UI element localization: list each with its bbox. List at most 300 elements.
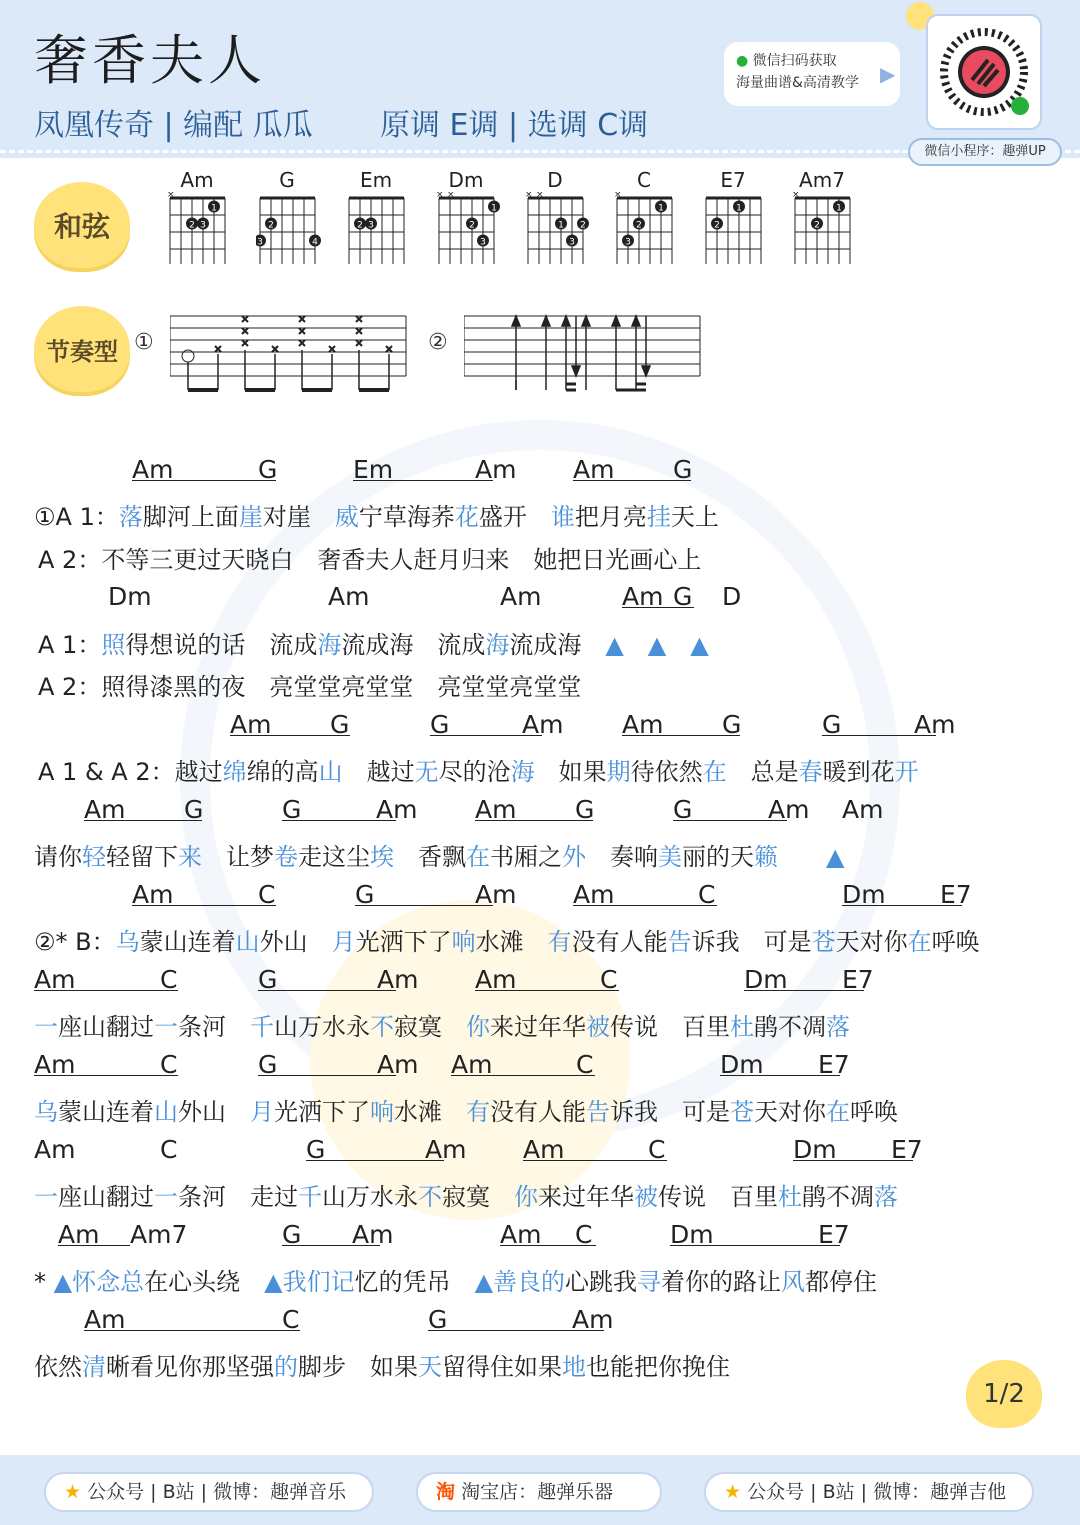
svg-text:2: 2 <box>189 220 195 231</box>
chord-label-text: G <box>430 710 542 736</box>
lyric-segment: 没有人能 <box>571 928 668 956</box>
chord-label <box>377 965 418 994</box>
qr-miniprogram-label: 微信小程序：趣弹UP <box>908 138 1062 166</box>
chord-label-text: C <box>575 1220 593 1249</box>
lyric-segment: 在 <box>826 1098 850 1126</box>
chord-label <box>818 1220 850 1249</box>
lyric-segment: 千 <box>298 1183 322 1211</box>
chord-name: Dm <box>448 168 484 192</box>
lyric-segment: 绵 <box>222 758 247 786</box>
lyric-segment: 的 <box>274 1353 298 1381</box>
lyric-segment: 奏响 <box>610 843 658 871</box>
lyric-segment: 被 <box>586 1013 610 1041</box>
lyric-segment: 光洒下了 <box>355 928 452 956</box>
chord-label-text: Am <box>376 795 418 824</box>
chord-label <box>58 1220 130 1249</box>
lyric-segment: 对崖 <box>262 503 311 531</box>
chord-label <box>132 880 276 909</box>
lyric-segment: 蒙山连着 <box>139 928 236 956</box>
chord-label-text: Am7 <box>130 1220 188 1249</box>
lyric-line <box>38 625 709 660</box>
chord-label-text: E7 <box>818 1050 850 1079</box>
chord-label-text: Am <box>84 795 202 821</box>
wechat-icon: ● <box>736 53 749 69</box>
lyric-segment: 如果 <box>370 1353 418 1381</box>
chord-name: D <box>547 168 563 192</box>
chord-label-text: G <box>722 710 742 739</box>
chord-label <box>34 1050 178 1079</box>
lyric-segment: 无 <box>414 758 439 786</box>
rhythm-pattern-2 <box>464 310 704 398</box>
chord-diagram-d <box>524 168 600 264</box>
lyric-segment: 水滩 <box>394 1098 442 1126</box>
lyric-segment: 一 <box>34 1013 58 1041</box>
lyric-segment: 你 <box>514 1183 538 1211</box>
chord-label-text: Am <box>500 582 542 611</box>
chord-label-text: G <box>428 1305 604 1331</box>
svg-text:2: 2 <box>268 220 274 231</box>
chord-label <box>353 455 493 484</box>
lyric-segment: 把月亮 <box>574 503 647 531</box>
chord-label-text: Am <box>34 1050 178 1076</box>
svg-text:1: 1 <box>211 203 217 214</box>
chord-label-text: C <box>576 1050 594 1079</box>
chord-label-text: Am <box>914 710 956 739</box>
lyric-segment: 光洒下了 <box>274 1098 370 1126</box>
lyric-segment: 暖到花 <box>822 758 895 786</box>
chord-label <box>451 1050 595 1079</box>
qr-code[interactable] <box>926 14 1042 130</box>
chord-label-text: Am <box>425 1135 467 1164</box>
lyric-segment: 心跳我 <box>565 1268 638 1296</box>
fretboard-grid <box>791 192 857 264</box>
lyric-segment: 期 <box>606 758 631 786</box>
chord-name: C <box>637 168 651 192</box>
lyric-prefix: ①A 1： <box>34 503 119 531</box>
lyric-line <box>34 1347 730 1382</box>
lyric-segment: 海 <box>485 631 510 659</box>
chord-diagram-g <box>256 168 332 264</box>
rhythm-badge <box>34 306 130 392</box>
lyric-segment: 一 <box>34 1183 58 1211</box>
chord-label <box>306 1135 444 1164</box>
lyric-segment: 百里 <box>682 1013 730 1041</box>
lyric-segment: 脚河上面 <box>142 503 239 531</box>
lyric-segment: 山万水永 <box>274 1013 370 1041</box>
chord-label <box>722 582 741 611</box>
lyric-segment: 落 <box>826 1013 850 1041</box>
fretboard-grid <box>524 192 590 264</box>
chord-label-text: Dm <box>108 582 152 611</box>
lyric-segment: 轻 <box>82 843 106 871</box>
lyric-segment: 山万水永 <box>322 1183 418 1211</box>
chord-label <box>330 710 349 739</box>
lyric-line <box>34 1262 877 1297</box>
chord-label-text: Am <box>622 582 694 608</box>
chord-label <box>768 795 809 824</box>
chord-label <box>184 795 203 824</box>
chord-label <box>575 1220 592 1249</box>
chord-label-text: Dm <box>720 1050 840 1076</box>
footer-link-taobao-label: 淘宝店：趣弹乐器 <box>461 1481 614 1503</box>
lyric-line <box>34 1092 898 1127</box>
chord-label-text: G <box>673 455 693 484</box>
lyric-segment: 待依然 <box>630 758 703 786</box>
lyric-segment: 你 <box>466 1013 490 1041</box>
lyric-segment: 一 <box>154 1013 178 1041</box>
lyric-line <box>34 1177 898 1212</box>
lyric-segment: 花 <box>454 503 479 531</box>
chord-label-text: Am <box>58 1220 130 1246</box>
lyric-segment: 轻留下 <box>106 843 178 871</box>
chord-label <box>108 582 152 611</box>
svg-text:2: 2 <box>636 220 642 231</box>
lyric-segment: 威 <box>334 503 359 531</box>
lyric-segment: 落 <box>874 1183 898 1211</box>
svg-text:3: 3 <box>368 220 374 231</box>
fretboard-grid <box>613 192 679 264</box>
chord-label-text: C <box>160 1135 178 1164</box>
footer-link-guitar[interactable] <box>704 1472 1034 1512</box>
chord-label <box>258 965 396 994</box>
fretboard-grid <box>256 192 322 264</box>
chord-label-text: E7 <box>940 880 972 909</box>
lyric-segment: 脚步 <box>298 1353 346 1381</box>
chord-label <box>673 582 692 611</box>
lyric-segment: 一 <box>154 1183 178 1211</box>
svg-text:3: 3 <box>200 220 206 231</box>
chord-label <box>425 1135 466 1164</box>
lyric-segment: 水滩 <box>475 928 524 956</box>
chord-diagram-am <box>166 168 242 264</box>
lyric-prefix: A 1 & A 2： <box>38 758 175 786</box>
svg-text:1: 1 <box>558 220 564 231</box>
lyric-line <box>34 837 844 872</box>
svg-text:2: 2 <box>357 220 363 231</box>
chord-label-text: E7 <box>891 1135 923 1164</box>
svg-text:1: 1 <box>658 203 664 214</box>
chord-diagram-am7 <box>791 168 867 264</box>
chord-label-text: G <box>306 1135 444 1161</box>
chord-label-text: Am <box>377 1050 419 1079</box>
chord-label-text: Am <box>230 710 350 736</box>
lyric-segment: 乌 <box>115 928 140 956</box>
lyric-segment: 挂 <box>646 503 671 531</box>
lyric-segment: 告 <box>667 928 692 956</box>
rhythm-2-label: ② <box>428 330 448 355</box>
star-icon: ★ <box>724 1481 742 1503</box>
chords-badge-label: 和弦 <box>53 210 110 243</box>
lyric-segment: 晰看见你那坚强 <box>106 1353 274 1381</box>
lyric-segment: 绵的高 <box>246 758 319 786</box>
lyric-segment: 千 <box>250 1013 274 1041</box>
lyric-segment: 照 <box>101 631 126 659</box>
lyric-segment: 在 <box>466 843 490 871</box>
lyric-segment: 诉我 <box>691 928 740 956</box>
lyric-line <box>38 752 919 787</box>
lyric-segment: 在 <box>907 928 932 956</box>
chord-label-text: G <box>673 795 787 821</box>
svg-text:×: × <box>525 192 533 200</box>
chord-label-text: E7 <box>842 965 874 994</box>
rhythm-badge-label: 节奏型 <box>46 337 118 366</box>
chord-label <box>132 455 276 484</box>
lyric-segment: 的 <box>541 1268 566 1296</box>
lyric-segment: 得想说的话 <box>125 631 246 659</box>
lyric-segment: 苍 <box>730 1098 754 1126</box>
lyric-segment: 山 <box>318 758 343 786</box>
chord-label-text: Am <box>34 1135 76 1164</box>
chord-label-text: Am <box>475 880 517 909</box>
chord-label <box>722 710 741 739</box>
lyric-segment: 越过 <box>366 758 415 786</box>
lyric-segment: 杜 <box>778 1183 802 1211</box>
chord-label <box>282 1305 299 1334</box>
chord-label <box>575 795 594 824</box>
chord-label <box>355 880 493 909</box>
lyric-segment: 来 <box>178 843 202 871</box>
chord-label-text: G <box>282 795 396 821</box>
song-key-info: 原调 E调 | 选调 C调 <box>380 108 649 143</box>
lyric-segment: 在心头绕 <box>144 1268 241 1296</box>
svg-text:2: 2 <box>580 220 586 231</box>
lyric-segment: 走这尘 <box>298 843 370 871</box>
chord-label-text: G <box>258 1050 396 1076</box>
chord-label-text: G <box>355 880 493 906</box>
chord-label <box>352 1220 393 1249</box>
lyric-segment: 外 <box>562 843 586 871</box>
lyric-segment: 也能把你挽住 <box>586 1353 730 1381</box>
chord-label <box>648 1135 665 1164</box>
lyric-line <box>34 1007 850 1042</box>
footer-link-music[interactable] <box>44 1472 374 1512</box>
chord-label <box>891 1135 923 1164</box>
lyric-segment: 条河 <box>178 1183 226 1211</box>
chord-label <box>34 965 178 994</box>
lyric-segment: 蒙山连着 <box>58 1098 154 1126</box>
lyric-segment: ▲善良 <box>474 1268 542 1296</box>
lyric-segment: 如果 <box>558 758 607 786</box>
lyric-segment: 总 <box>120 1268 145 1296</box>
chord-name: Am7 <box>799 168 845 192</box>
lyric-segment: 宁草海荞 <box>358 503 455 531</box>
lyric-segment: 来过年华 <box>538 1183 634 1211</box>
chord-label-text: Am <box>451 1050 595 1076</box>
chord-label <box>818 1050 850 1079</box>
chord-label <box>475 965 619 994</box>
chord-label-text: Am <box>572 1305 614 1334</box>
svg-text:2: 2 <box>469 220 475 231</box>
lyric-prefix: A 1： <box>38 631 102 659</box>
lyric-segment: 寂寞 <box>394 1013 442 1041</box>
chord-label-text: C <box>648 1135 666 1164</box>
lyric-segment: 清 <box>82 1353 106 1381</box>
chord-label <box>600 965 617 994</box>
lyric-segment: 丽的天 <box>682 843 754 871</box>
lyric-segment: 可是 <box>682 1098 730 1126</box>
chord-label-text: Am <box>132 880 276 906</box>
chord-label-text: C <box>600 965 618 994</box>
lyric-segment: 有 <box>547 928 572 956</box>
chord-label <box>500 582 541 611</box>
chord-label-text: Am <box>475 965 619 991</box>
lyric-segment: 盛开 <box>478 503 527 531</box>
rhythm-pattern-1 <box>170 310 410 398</box>
chord-label-text: Dm <box>793 1135 913 1161</box>
lyric-segment: 天对你 <box>754 1098 826 1126</box>
lyric-segment: 条河 <box>178 1013 226 1041</box>
lyric-segment: 诉我 <box>610 1098 658 1126</box>
lyric-segment: 呼唤 <box>850 1098 898 1126</box>
lyric-segment: 美 <box>658 843 682 871</box>
chord-label-text: C <box>258 880 276 909</box>
lyric-segment: 鹃不凋 <box>802 1183 874 1211</box>
svg-text:×: × <box>167 192 175 200</box>
chord-label <box>258 1050 396 1079</box>
chord-label-text: E7 <box>818 1220 850 1249</box>
lyric-segment: ▲怀念 <box>53 1268 121 1296</box>
chord-label-text: Am <box>522 710 564 739</box>
chord-label-text: Am <box>500 1220 596 1246</box>
chord-label <box>673 455 692 484</box>
lyric-segment: 香飘 <box>418 843 466 871</box>
lyric-segment: 卷 <box>274 843 298 871</box>
chord-label <box>914 710 955 739</box>
chord-label-text: Em <box>353 455 493 481</box>
chord-label <box>258 455 277 484</box>
chord-label-text: C <box>160 1050 178 1079</box>
footer-link-taobao[interactable] <box>416 1472 662 1512</box>
lyric-line <box>34 922 980 957</box>
chord-label-text: Dm <box>744 965 864 991</box>
lyric-segment: 海 <box>510 758 535 786</box>
lyric-segment: 天对你 <box>835 928 908 956</box>
lyric-prefix: ②* B： <box>34 928 116 956</box>
lyric-segment: 山 <box>235 928 260 956</box>
svg-text:3: 3 <box>569 237 575 248</box>
lyric-segment: 地 <box>562 1353 586 1381</box>
page-indicator: 1/2 <box>966 1360 1042 1428</box>
lyric-segment: 月 <box>331 928 356 956</box>
chord-label <box>84 1305 300 1334</box>
star-icon: ★ <box>64 1481 82 1503</box>
chord-label-text: Am <box>352 1220 394 1249</box>
chord-label <box>328 582 369 611</box>
lyric-segment: 流成 <box>269 631 318 659</box>
lyric-segment: 山 <box>154 1098 178 1126</box>
svg-text:4: 4 <box>312 237 318 248</box>
svg-text:3: 3 <box>257 237 263 248</box>
chord-label-text: Am <box>377 965 419 994</box>
lyric-segment: 开 <box>894 758 919 786</box>
svg-text:×: × <box>614 192 622 200</box>
chord-name: G <box>279 168 295 192</box>
song-artist-arranger: 凤凰传奇 | 编配 瓜瓜 <box>34 108 313 143</box>
lyric-segment: 流成海 <box>341 631 414 659</box>
lyric-segment: 可是 <box>763 928 812 956</box>
svg-text:×: × <box>436 192 444 200</box>
lyric-segment: 忆的凭吊 <box>354 1268 451 1296</box>
chord-label <box>130 1220 187 1249</box>
lyric-segment: 崖 <box>238 503 263 531</box>
chord-label <box>475 880 516 909</box>
footer-link-music-label: 公众号 | B站 | 微博：趣弹音乐 <box>87 1481 347 1503</box>
chord-label <box>523 1135 667 1164</box>
lyric-segment: 在 <box>702 758 727 786</box>
lyric-segment: 寂寞 <box>442 1183 490 1211</box>
lyric-segment: 流成 <box>437 631 486 659</box>
lyric-segment: 被 <box>634 1183 658 1211</box>
chord-label-text: G <box>673 582 693 611</box>
triangle-mark: ▲ <box>826 843 845 871</box>
lyric-segment: 鹃不凋 <box>754 1013 826 1041</box>
lyric-segment: 走过 <box>250 1183 298 1211</box>
lyric-segment: 依然 <box>34 1353 82 1381</box>
lyric-segment: 乌 <box>34 1098 58 1126</box>
lyric-segment: 百里 <box>730 1183 778 1211</box>
lyric-segment: 响 <box>451 928 476 956</box>
lyric-segment: 天上 <box>670 503 719 531</box>
lyric-segment: 响 <box>370 1098 394 1126</box>
chord-label-text: Dm <box>842 880 962 906</box>
lyric-segment: 没有人能 <box>490 1098 586 1126</box>
svg-text:×: × <box>447 192 455 200</box>
lyric-segment: 籁 <box>754 843 778 871</box>
chord-label-text: Am <box>622 710 740 736</box>
lyric-segment: 留得住如果 <box>442 1353 562 1381</box>
chord-diagram-c <box>613 168 689 264</box>
song-title: 奢香夫人 <box>34 29 266 92</box>
chord-label-text: C <box>160 965 178 994</box>
lyric-segment: 让梦 <box>226 843 274 871</box>
chord-label-text: G <box>575 795 595 824</box>
triangle-marks: ▲ ▲ ▲ <box>605 631 709 659</box>
chord-label-text: G <box>258 455 278 484</box>
chords-badge <box>34 182 130 268</box>
svg-text:1: 1 <box>491 203 497 214</box>
lyric-segment: 传说 <box>610 1013 658 1041</box>
lyric-segment: 书厢之 <box>490 843 562 871</box>
lyric-segment: 落 <box>118 503 143 531</box>
lyric-segment: 寻 <box>637 1268 662 1296</box>
lyric-segment: 总是 <box>750 758 799 786</box>
chord-label-text: Am <box>34 965 178 991</box>
lyric-segment: 越过 <box>174 758 223 786</box>
chord-label-text: G <box>330 710 350 739</box>
lyric-prefix: * <box>34 1268 54 1296</box>
chord-label <box>572 1305 613 1334</box>
chord-label-text: Am <box>475 795 593 821</box>
lyric-segment: 座山翻过 <box>58 1013 154 1041</box>
svg-text:2: 2 <box>814 220 820 231</box>
lyric-segment: 着你的路让 <box>661 1268 782 1296</box>
chord-label-text: Am <box>768 795 810 824</box>
lyric-segment: 月 <box>250 1098 274 1126</box>
chord-diagram-em <box>345 168 421 264</box>
footer-link-guitar-label: 公众号 | B站 | 微博：趣弹吉他 <box>747 1481 1007 1503</box>
chord-label-text: Am <box>84 1305 300 1331</box>
chord-label <box>670 1220 840 1249</box>
chord-label <box>475 455 516 484</box>
lyric-segment: 记 <box>330 1268 355 1296</box>
arrow-right-icon: ▶ <box>880 62 896 86</box>
chord-name: E7 <box>720 168 746 192</box>
lyric-segment: 尽的沧 <box>438 758 511 786</box>
svg-text:2: 2 <box>714 220 720 231</box>
lyric-segment: 座山翻过 <box>58 1183 154 1211</box>
lyric-segment: 请你 <box>34 843 82 871</box>
chord-label <box>573 880 717 909</box>
